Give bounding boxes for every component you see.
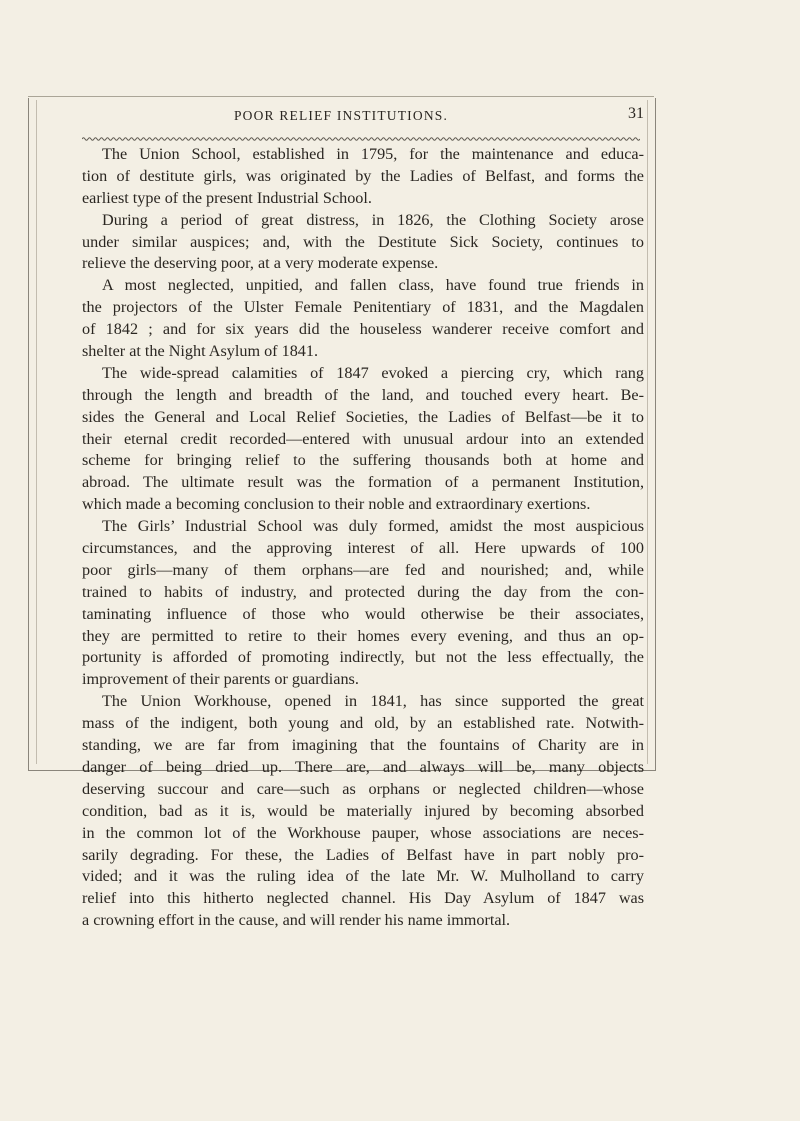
text-line: sarily degrading. For these, the Ladies of Belfast have in part nobly pro- (82, 845, 644, 864)
text-line: sides the General and Local Relief Societies, the Ladies of Belfast—be it to (82, 407, 644, 426)
text-line: circumstances, and the approving interest of all. Here upwards of 100 (82, 539, 644, 558)
frame-top-rule (28, 96, 654, 97)
text-line: portunity is afforded of promoting indirectly, but not the less effectually, the (82, 648, 644, 667)
text-line: During a period of great distress, in 1826, the Clothing Society arose (102, 210, 644, 229)
wavy-ornament-rule (82, 135, 640, 143)
text-line: A most neglected, unpitied, and fallen class, have found true friends in (102, 276, 644, 295)
text-line: danger of being dried up. There are, and always will be, many objects (82, 757, 644, 776)
text-line: under similar auspices; and, with the Destitute Sick Society, continues to (82, 232, 644, 251)
text-line: relief into this hitherto neglected channel. His Day Asylum of 1847 was (82, 889, 644, 908)
text-line: improvement of their parents or guardians. (82, 670, 359, 689)
text-line: tion of destitute girls, was originated by the Ladies of Belfast, and forms the (82, 166, 644, 185)
text-line: The Union Workhouse, opened in 1841, has since supported the great (102, 692, 644, 711)
text-line: standing, we are far from imagining that the fountains of Charity are in (82, 736, 644, 755)
text-line: a crowning effort in the cause, and will render his name immortal. (82, 911, 511, 930)
text-line: shelter at the Night Asylum of 1841. (82, 342, 319, 361)
text-line: The Union School, established in 1795, for the maintenance and educa- (102, 145, 644, 163)
text-line: taminating influence of those who would otherwise be their associates, (82, 604, 644, 623)
page-number: 31 (628, 105, 644, 122)
text-line: relieve the deserving poor, at a very moderate expense. (82, 254, 439, 273)
text-line: earliest type of the present Industrial School. (82, 188, 372, 207)
running-title: POOR RELIEF INSTITUTIONS. (233, 108, 449, 123)
text-line: condition, bad as it is, would be materially injured by becoming absorbed (82, 801, 644, 820)
text-line: the projectors of the Ulster Female Penitentiary of 1831, and the Magdalen (82, 298, 644, 317)
text-line: of 1842 ; and for six years did the houseless wanderer receive comfort and (82, 320, 644, 339)
text-line: deserving succour and care—such as orphans or neglected children—whose (82, 779, 644, 798)
text-line: The wide-spread calamities of 1847 evoked a piercing cry, which rang (102, 363, 644, 382)
body-text (82, 144, 644, 932)
text-line: through the length and breadth of the land, and touched every heart. Be- (82, 385, 644, 404)
text-line: in the common lot of the Workhouse pauper, whose associations are neces- (82, 823, 644, 842)
text-line: poor girls—many of them orphans—are fed and nourished; and, while (82, 560, 644, 579)
text-line: trained to habits of industry, and protected during the day from the con- (82, 582, 644, 601)
text-line: scheme for bringing relief to the suffering thousands both at home and (82, 451, 644, 470)
running-head (36, 105, 646, 134)
text-line: abroad. The ultimate result was the formation of a permanent Institution, (82, 473, 644, 492)
text-line: vided; and it was the ruling idea of the late Mr. W. Mulholland to carry (82, 867, 644, 886)
text-line: The Girls’ Industrial School was duly formed, amidst the most auspicious (102, 517, 644, 536)
text-line: which made a becoming conclusion to their noble and extraordinary exertions. (82, 495, 591, 514)
text-line: their eternal credit recorded—entered with unusual ardour into an extended (82, 429, 644, 448)
wavy-rule-graphic (82, 135, 640, 143)
text-line: they are permitted to retire to their homes every evening, and thus an op- (82, 626, 644, 645)
text-line: mass of the indigent, both young and old, by an established rate. Notwith- (82, 714, 644, 733)
